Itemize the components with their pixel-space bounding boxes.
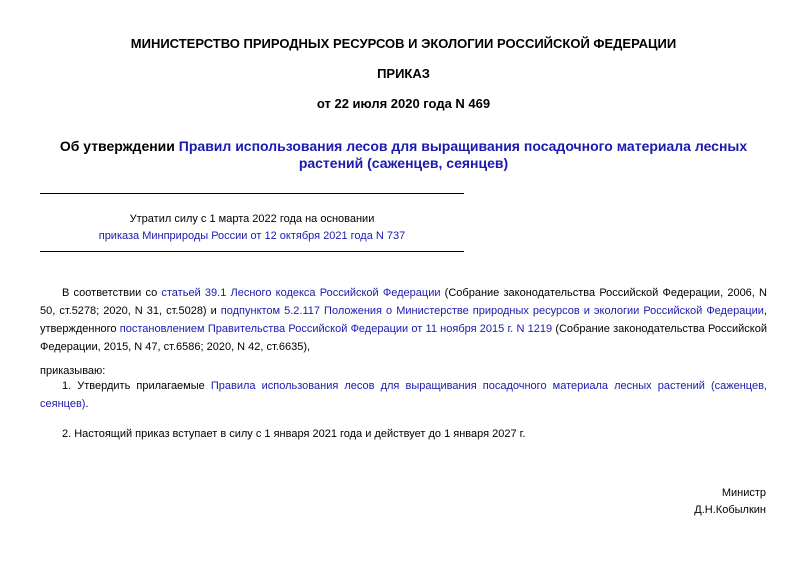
order-date-heading: от 22 июля 2020 года N 469 [316, 96, 491, 111]
status-note: Утратил силу с 1 марта 2022 года на основании [129, 213, 375, 225]
divider-top [40, 193, 464, 194]
title-rules-link[interactable]: Правил использования лесов для выращивания посадочного материала лесных растений (саженцев, сеянцев) [178, 138, 748, 171]
item-2-paragraph: 2. Настоящий приказ вступает в силу с 1 января 2021 года и действует до 1 января 2027 г. [62, 428, 526, 440]
forest-code-article-link[interactable]: статьей 39.1 Лесного кодекса Российской Федерации [161, 287, 441, 299]
approved-rules-link[interactable]: Правила использования лесов для выращивания посадочного материала лесных растений (саженцев, сеянцев) [40, 380, 767, 410]
signature-position: Министр [721, 487, 766, 499]
document-title [40, 138, 767, 172]
item-1-end: . [85, 398, 89, 410]
order-type-heading: ПРИКАЗ [377, 66, 430, 81]
item-1-paragraph [40, 377, 767, 413]
government-decree-link[interactable]: постановлением Правительства Российской Федерации от 11 ноября 2015 г. N 1219 [119, 323, 553, 335]
divider-bottom [40, 251, 464, 252]
preamble-text-4: (Собрание законодательства Российской Федерации, 2015, N 47, ст.6586; 2020, N 42, ст.6635), [40, 323, 767, 353]
ministry-heading: МИНИСТЕРСТВО ПРИРОДНЫХ РЕСУРСОВ И ЭКОЛОГИИ РОССИЙСКОЙ ФЕДЕРАЦИИ [130, 36, 677, 51]
repeal-order-link[interactable]: приказа Минприроды России от 12 октября 2021 года N 737 [98, 230, 406, 242]
preamble-text-1: В соответствии со [62, 287, 162, 299]
preamble-text-2: (Собрание законодательства Российской Федерации, 2006, N 50, ст.5278; 2020, N 31, ст.5028) и [40, 287, 767, 317]
signature-name: Д.Н.Кобылкин [694, 504, 766, 516]
status-note-link-line [40, 229, 464, 243]
ministry-regulation-link[interactable]: подпунктом 5.2.117 Положения о Министерстве природных ресурсов и экологии Российской Федерации [220, 305, 764, 317]
title-prefix: Об утверждении [59, 138, 179, 154]
preamble-text-3: , утвержденного [40, 305, 767, 335]
orders-word: приказываю: [40, 365, 106, 377]
preamble-paragraph [40, 284, 767, 356]
item-1-text: 1. Утвердить прилагаемые [62, 380, 211, 392]
